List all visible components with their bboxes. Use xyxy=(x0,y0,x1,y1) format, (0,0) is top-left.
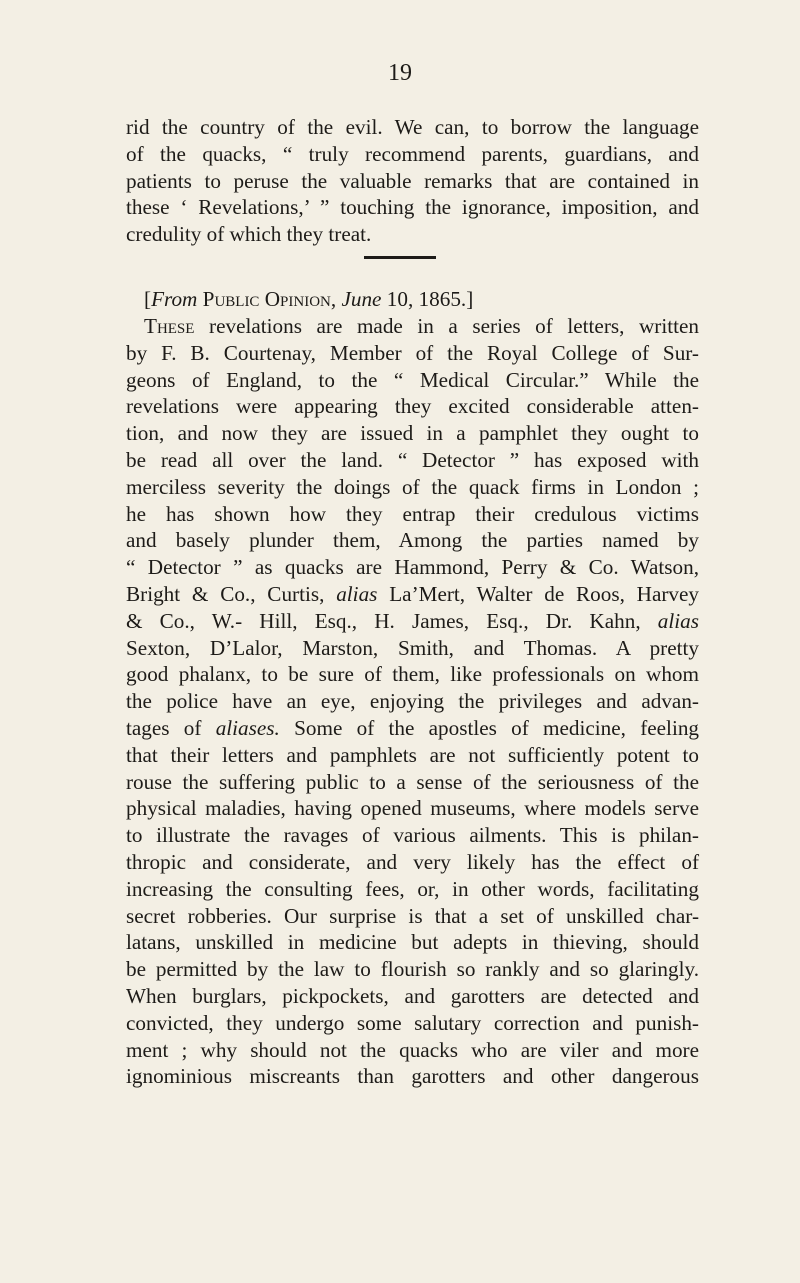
citation-month: June xyxy=(341,287,382,311)
intro-line: rid the country of the evil. We can, to borrow the language xyxy=(126,115,699,139)
article-line: thropic and considerate, and very likely has the effect of xyxy=(126,849,699,874)
article-line: that their letters and pamphlets are not sufficiently potent to xyxy=(126,742,699,767)
article-line: to illustrate the ravages of various ailments. This is philan- xyxy=(126,823,699,848)
article-line: and basely plunder them, Among the parties named by xyxy=(126,528,699,553)
article-line: tion, and now they are issued in a pamphlet they ought to xyxy=(126,421,699,446)
intro-line: of the quacks, “ truly recommend parents, guardians, and xyxy=(126,141,699,166)
citation-publication: Public Opinion, xyxy=(202,287,337,311)
article-line: “ Detector ” as quacks are Hammond, Perry & Co. Watson, xyxy=(126,555,699,580)
alias-word: alias xyxy=(336,581,378,606)
article-line: the police have an eye, enjoying the privileges and advan- xyxy=(126,689,699,714)
article-line xyxy=(126,313,699,340)
article-line: be permitted by the law to flourish so rankly and so glaringly. xyxy=(126,957,699,982)
citation-from: From xyxy=(151,287,198,311)
article-line xyxy=(126,608,699,635)
article-line xyxy=(126,715,699,742)
article-line xyxy=(126,581,699,608)
citation-bracket: [ xyxy=(144,287,152,311)
citation-date: 10, 1865.] xyxy=(386,287,474,311)
article-line: ment ; why should not the quacks who are viler and more xyxy=(126,1037,699,1062)
article-line-text: Some of the apostles of medicine, feeling xyxy=(294,715,700,740)
article-line: he has shown how they entrap their credulous victims xyxy=(126,501,699,526)
intro-paragraph xyxy=(126,114,699,248)
article-line: secret robberies. Our surprise is that a set of unskilled char- xyxy=(126,903,699,928)
intro-line: credulity of which they treat. xyxy=(126,222,372,247)
source-citation xyxy=(144,286,473,313)
article-line: rouse the suffering public to a sense of the seriousness of the xyxy=(126,769,699,794)
article-line: good phalanx, to be sure of them, like professionals on whom xyxy=(126,662,699,687)
article-line: convicted, they undergo some salutary correction and punish- xyxy=(126,1010,699,1035)
section-divider xyxy=(364,256,436,259)
article-line: ignominious miscreants than garotters and other dangerous xyxy=(126,1064,699,1089)
article-first-word: These xyxy=(144,314,195,338)
article-line: by F. B. Courtenay, Member of the Royal College of Sur- xyxy=(126,340,699,365)
article-line-text: & Co., W.- Hill, Esq., H. James, Esq., Dr. Kahn, xyxy=(126,608,641,633)
intro-line: these ‘ Revelations,’ ” touching the ignorance, imposition, and xyxy=(126,195,699,220)
article-line: When burglars, pickpockets, and garotters are detected and xyxy=(126,983,699,1008)
page-number: 19 xyxy=(388,60,412,86)
article-line: merciless severity the doings of the quack firms in London ; xyxy=(126,474,699,499)
article-line-text: La’Mert, Walter de Roos, Harvey xyxy=(389,581,700,606)
alias-word: alias xyxy=(657,608,699,633)
article-line: latans, unskilled in medicine but adepts in thieving, should xyxy=(126,930,699,955)
article-line: be read all over the land. “ Detector ” has exposed with xyxy=(126,447,699,472)
article-line: physical maladies, having opened museums, where models serve xyxy=(126,796,699,821)
article-line-text: revelations are made in a series of letters, written xyxy=(209,314,699,338)
article-paragraph xyxy=(126,313,699,1090)
article-line: increasing the consulting fees, or, in other words, facilitating xyxy=(126,876,699,901)
aliases-word: aliases. xyxy=(215,715,280,740)
article-line-text: tages of xyxy=(126,715,202,740)
article-line: geons of England, to the “ Medical Circular.” While the xyxy=(126,367,699,392)
article-line: revelations were appearing they excited considerable atten- xyxy=(126,394,699,419)
article-line: Sexton, D’Lalor, Marston, Smith, and Thomas. A pretty xyxy=(126,635,699,660)
intro-line: patients to peruse the valuable remarks that are contained in xyxy=(126,168,699,193)
article-line-text: Bright & Co., Curtis, xyxy=(126,581,325,606)
